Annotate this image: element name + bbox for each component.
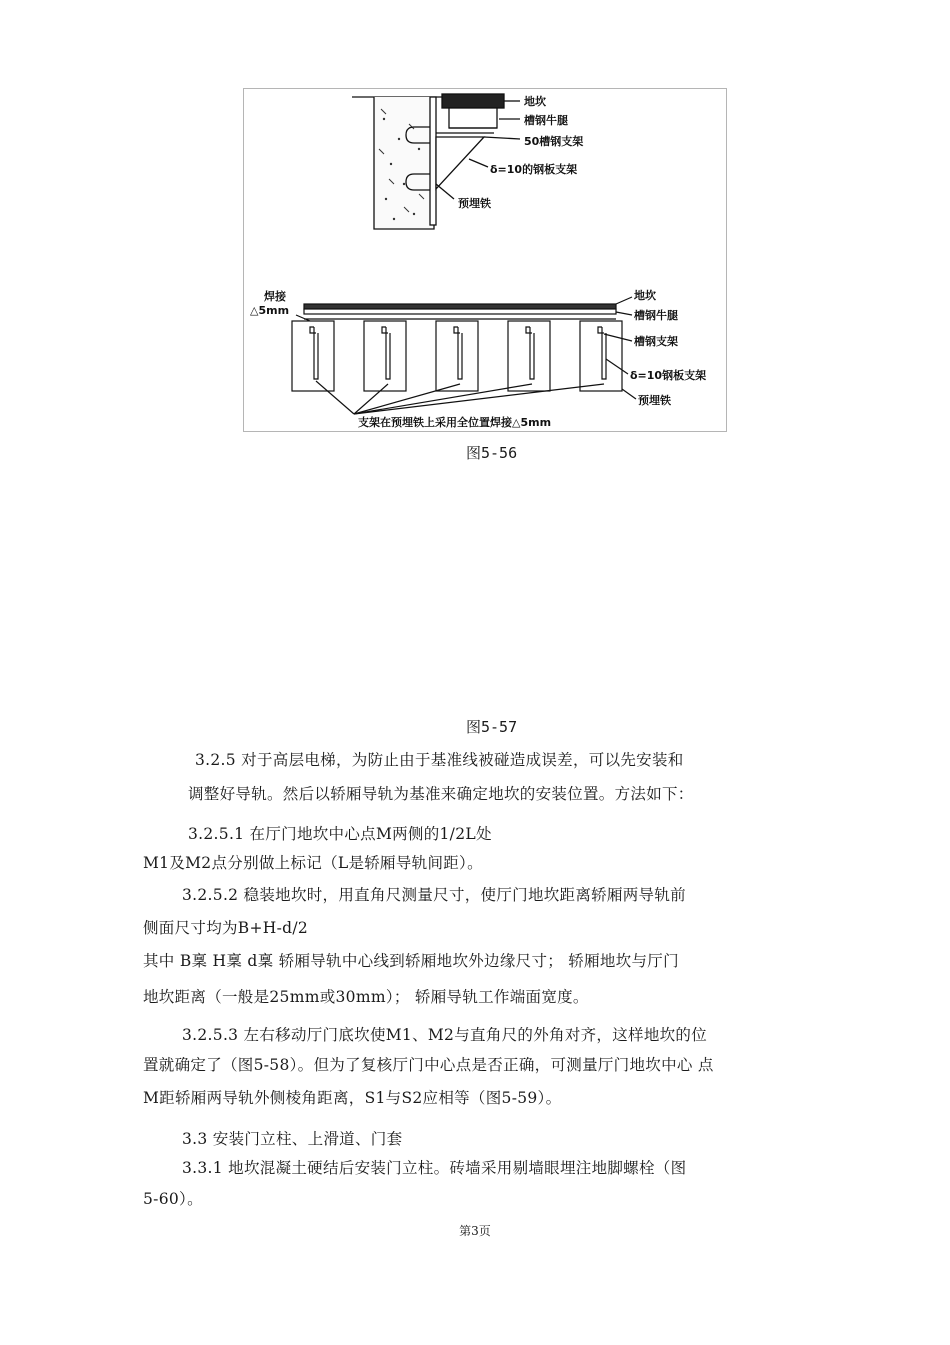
- figure-5-56-caption: 图5-56: [466, 444, 518, 462]
- label-weld-note: 支架在预埋铁上采用全位置焊接△5mm: [358, 416, 552, 429]
- label-embedded-iron-bottom: 预埋铁: [638, 394, 671, 407]
- para-3-2-5-1-line2: M1及M2点分别做上标记（L是轿厢导轨间距）。: [143, 854, 483, 872]
- label-sill-top: 地坎: [524, 95, 546, 108]
- para-3-2-5-3-line3: M距轿厢两导轨外侧棱角距离，S1与S2应相等（图5-59）。: [143, 1089, 562, 1107]
- heading-3-3: 3.3 安装门立柱、上滑道、门套: [182, 1130, 403, 1148]
- para-3-2-5-3-line2: 置就确定了（图5-58）。但为了复核厅门中心点是否正确，可测量厅门地坎中心 点: [143, 1056, 714, 1074]
- figure-5-56: [243, 88, 727, 432]
- elevation-view: [292, 297, 636, 414]
- para-3-2-5-line1: 3.2.5 对于高层电梯，为防止由于基准线被碰造成误差，可以先安装和: [195, 751, 684, 769]
- para-3-2-5-2-line4: 地坎距离（一般是25mm或30mm）； 轿厢导轨工作端面宽度。: [143, 988, 589, 1006]
- para-3-2-5-2-line2: 侧面尺寸均为B+H-d/2: [143, 919, 309, 937]
- label-channel-bracket-bottom: 槽钢支架: [634, 335, 678, 348]
- para-3-2-5-line2: 调整好导轨。然后以轿厢导轨为基准来确定地坎的安装位置。方法如下：: [188, 785, 694, 803]
- label-sill-bottom: 地坎: [634, 289, 656, 302]
- section-view: [352, 94, 520, 229]
- label-weld-size: △5mm: [250, 304, 290, 317]
- label-steel-plate-bracket-bottom: δ=10钢板支架: [630, 369, 707, 382]
- page-number: 第3页: [459, 1224, 491, 1238]
- label-channel-corbel-top: 槽钢牛腿: [524, 114, 568, 127]
- figure-5-56-drawing: [244, 89, 728, 433]
- label-embedded-iron-top: 预埋铁: [458, 197, 491, 210]
- label-weld: 焊接: [264, 290, 286, 303]
- label-steel-plate-bracket-top: δ=10的钢板支架: [490, 163, 578, 176]
- label-channel-bracket-top: 50槽钢支架: [524, 135, 584, 148]
- para-3-3-1-line2: 5-60）。: [143, 1190, 203, 1208]
- para-3-2-5-2-line1: 3.2.5.2 稳装地坎时，用直角尺测量尺寸，使厅门地坎距离轿厢两导轨前: [182, 886, 686, 904]
- para-3-3-1-line1: 3.3.1 地坎混凝土硬结后安装门立柱。砖墙采用剔墙眼埋注地脚螺栓（图: [182, 1159, 687, 1177]
- para-3-2-5-2-line3: 其中 B稟 H稟 d稟 轿厢导轨中心线到轿厢地坎外边缘尺寸； 轿厢地坎与厅门: [143, 952, 679, 970]
- label-channel-corbel-bottom: 槽钢牛腿: [634, 309, 678, 322]
- figure-5-57-caption: 图5-57: [466, 718, 518, 736]
- para-3-2-5-3-line1: 3.2.5.3 左右移动厅门底坎使M1、M2与直角尺的外角对齐，这样地坎的位: [182, 1026, 708, 1044]
- para-3-2-5-1-line1: 3.2.5.1 在厅门地坎中心点M两侧的1/2L处: [188, 825, 492, 843]
